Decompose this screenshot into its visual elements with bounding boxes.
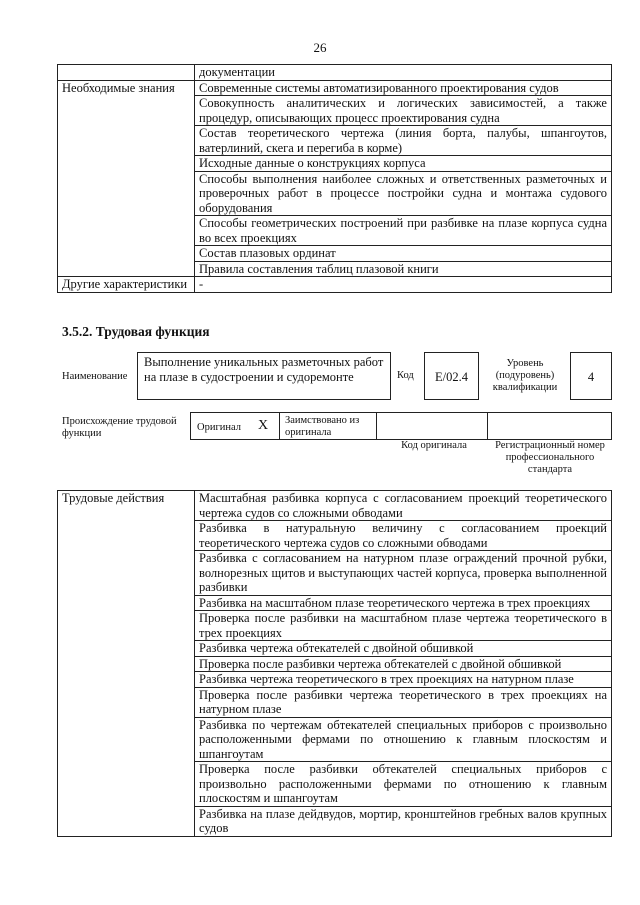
row-text: Проверка после разбивки чертежа обтекателей с двойной обшивкой — [195, 656, 612, 672]
row-text: Разбивка на масштабном плазе теоретического чертежа в трех проекциях — [195, 595, 612, 611]
row-text: Проверка после разбивки чертежа теоретического в трех проекциях на натурном плазе — [195, 687, 612, 717]
table-row — [58, 277, 612, 293]
row-text: документации — [195, 65, 612, 81]
row-text: Проверка после разбивки обтекателей специальных приборов с произвольно расположенными фермами по отношению к главным плоскостям и шпангоутам — [195, 762, 612, 807]
row-text: - — [195, 277, 612, 293]
row-text: Способы выполнения наиболее сложных и ответственных разметочных и проверочных работ в процессе постройки судна и монтажа судового оборудования — [195, 171, 612, 216]
row-text: Разбивка на плазе дейдвудов, мортир, кронштейнов гребных валов крупных судов — [195, 806, 612, 836]
original-label: Оригинал — [197, 422, 241, 433]
row-label — [58, 65, 195, 81]
borrowed-box: Заимствовано из оригинала — [279, 412, 377, 440]
row-text: Разбивка по чертежам обтекателей специальных приборов с произвольно расположенными фермами по отношению к главным плоскостям и шпангоутам — [195, 717, 612, 762]
row-text: Современные системы автоматизированного проектирования судов — [195, 80, 612, 96]
page-number: 26 — [313, 40, 327, 55]
row-text: Состав плазовых ординат — [195, 246, 612, 262]
row-label-labor-actions: Трудовые действия — [58, 491, 195, 837]
code-original-box — [376, 412, 488, 440]
labor-actions-table — [57, 490, 612, 837]
reg-number-caption: Регистрационный номер профессионального стандарта — [495, 440, 605, 475]
section-heading: 3.5.2. Трудовая функция — [62, 324, 210, 339]
table-row — [58, 491, 612, 521]
row-text: Состав теоретического чертежа (линия борта, палубы, шпангоутов, ватерлиний, скега и перегиба в корме) — [195, 126, 612, 156]
row-text: Разбивка чертежа обтекателей с двойной обшивкой — [195, 641, 612, 657]
table-row — [58, 65, 612, 81]
row-text: Правила составления таблиц плазовой книги — [195, 261, 612, 277]
row-text: Совокупность аналитических и логических зависимостей, а также процедур, описывающих процесс проектирования судна — [195, 96, 612, 126]
origin-label: Происхождение трудовой функции — [62, 416, 177, 439]
level-label: Уровень (подуровень) квалификации — [492, 358, 558, 393]
code-original-caption: Код оригинала — [401, 440, 467, 451]
row-text: Разбивка в натуральную величину с согласованием проекций теоретического чертежа судов со сложными обводами — [195, 521, 612, 551]
code-label: Код — [397, 370, 414, 381]
row-text: Масштабная разбивка корпуса с согласованием проекций теоретического чертежа судов со сложными обводами — [195, 491, 612, 521]
row-text: Разбивка с согласованием на натурном плазе ограждений прочной рубки, волнорезных щитов и выступающих частей корпуса, проверка выполненной разбивки — [195, 551, 612, 596]
code-box: E/02.4 — [424, 352, 479, 400]
knowledge-table — [57, 64, 612, 293]
row-text: Проверка после разбивки на масштабном плазе чертежа теоретического в трех проекциях — [195, 611, 612, 641]
row-text: Исходные данные о конструкциях корпуса — [195, 156, 612, 172]
reg-number-box — [487, 412, 612, 440]
row-text: Разбивка чертежа теоретического в трех проекциях на натурном плазе — [195, 672, 612, 688]
row-label-required-knowledge: Необходимые знания — [58, 80, 195, 277]
row-text: Способы геометрических построений при разбивке на плазе корпуса судна во всех проекциях — [195, 216, 612, 246]
name-label: Наименование — [62, 371, 128, 382]
row-label-other: Другие характеристики — [58, 277, 195, 293]
function-name-box: Выполнение уникальных разметочных работ на плазе в судостроении и судоремонте — [137, 352, 391, 400]
original-mark: X — [258, 418, 269, 433]
table-row — [58, 80, 612, 96]
level-box: 4 — [570, 352, 612, 400]
